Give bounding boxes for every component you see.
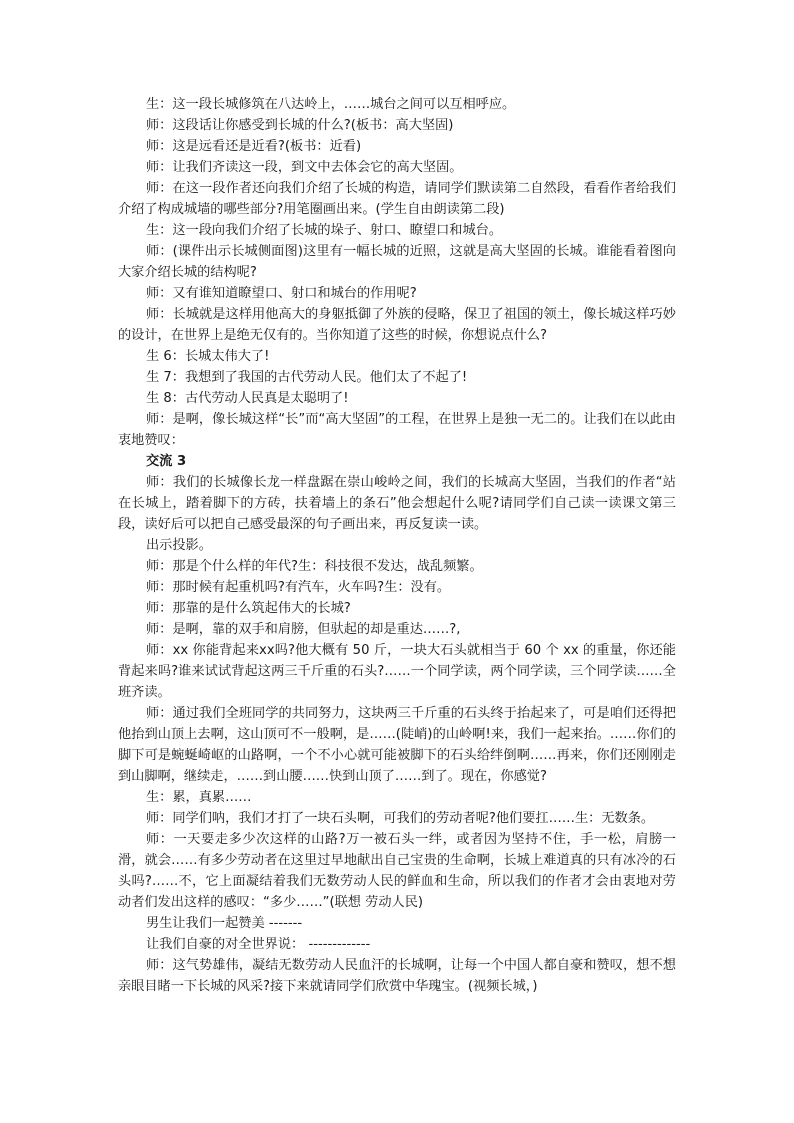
paragraph: 师：这是远看还是近看?(板书：近看) (146, 139, 362, 154)
paragraph: 出示投影。 (146, 538, 212, 553)
paragraph: 生：这一段向我们介绍了长城的垛子、射口、瞭望口和城台。 (146, 223, 503, 238)
paragraph: 师：又有谁知道瞭望口、射口和城台的作用呢? (146, 286, 417, 301)
paragraph: 师：我们的长城像长龙一样盘踞在崇山峻岭之间，我们的长城高大坚固，当我们的作者“站在长城上，踏着脚下的方砖，扶着墙上的条石”他会想起什么呢?请同学们自己读一读课文第三段，读好后可以把自己感受最深的句子画出来，再反复读一读。 (118, 475, 676, 532)
paragraph: 师：(课件出示长城侧面图)这里有一幅长城的近照，这就是高大坚固的长城。谁能看着图向大家介绍长城的结构呢? (118, 244, 676, 280)
paragraph: 师：让我们齐读这一段，到文中去体会它的高大坚固。 (146, 160, 463, 175)
paragraph: 师：那靠的是什么筑起伟大的长城? (146, 601, 351, 616)
paragraph: 师：长城就是这样用他高大的身躯抵御了外族的侵略，保卫了祖国的领土，像长城这样巧妙的设计，在世界上是绝无仅有的。当你知道了这些的时候，你想说点什么? (118, 307, 676, 343)
paragraph: 师：是啊，像长城这样“长”而“高大坚固”的工程，在世界上是独一无二的。让我们在以此由衷地赞叹： (118, 412, 676, 448)
paragraph: 师：在这一段作者还向我们介绍了长城的构造，请同学们默读第二自然段，看看作者给我们介绍了构成城墙的哪些部分?用笔圈画出来。(学生自由朗读第二段) (118, 181, 676, 217)
paragraph: 师：那是个什么样的年代?生：科技很不发达，战乱频繁。 (146, 559, 483, 574)
paragraph: 师：xx 你能背起来xx吗?他大概有 50 斤，一块大石头就相当于 60 个 xx 的重量，你还能背起来吗?谁来试试背起这两三千斤重的石头?……一个同学读，两个同学读，三个同学读……全班齐读。 (118, 643, 676, 700)
paragraph: 师：同学们呐，我们才打了一块石头啊，可我们的劳动者呢?他们要扛……生：无数条。 (146, 811, 655, 826)
paragraph: 师：那时候有起重机吗?有汽车，火车吗?生：没有。 (146, 580, 451, 595)
paragraph: 生 7：我想到了我国的古代劳动人民。他们太了不起了! (146, 370, 468, 385)
section-heading: 交流 3 (146, 454, 187, 469)
paragraph: 生：累，真累…… (146, 790, 252, 805)
paragraph: 师：一天要走多少次这样的山路?万一被石头一绊，或者因为坚持不住，手一松，肩膀一滑，就会……有多少劳动者在这里过早地献出自己宝贵的生命啊，长城上难道真的只有冰冷的石头吗?……不，它上面凝结着我们无数劳动人民的鲜血和生命，所以我们的作者才会由衷地对劳动者们发出这样的感叹：“多少……”(联想 劳动人民) (118, 832, 676, 910)
paragraph: 生：这一段长城修筑在八达岭上，……城台之间可以互相呼应。 (146, 97, 516, 112)
paragraph: 师：通过我们全班同学的共同努力，这块两三千斤重的石头终于抬起来了，可是咱们还得把他抬到山顶上去啊，这山顶可不一般啊，是……(陡峭)的山岭啊!来，我们一起来抬。……你们的脚下可是蜿蜒崎岖的山路啊，一个不小心就可能被脚下的石头给绊倒啊……再来，你们还刚刚走到山脚啊，继续走，……到山腰……快到山顶了……到了。现在，你感觉? (118, 706, 676, 784)
paragraph: 男生让我们一起赞美 ------- (146, 916, 303, 931)
paragraph: 生 6：长城太伟大了! (146, 349, 270, 364)
paragraph: 让我们自豪的对全世界说： ------------- (146, 937, 371, 952)
paragraph: 师：是啊，靠的双手和肩膀，但驮起的却是重达……?, (146, 622, 461, 637)
paragraph: 生 8：古代劳动人民真是太聪明了! (146, 391, 349, 406)
paragraph: 师：这气势雄伟，凝结无数劳动人民血汗的长城啊，让每一个中国人都自豪和赞叹，想不想亲眼目睹一下长城的风采?接下来就请同学们欣赏中华瑰宝。(视频长城，) (118, 958, 676, 994)
paragraph: 师：这段话让你感受到长城的什么?(板书：高大坚固) (146, 118, 454, 133)
